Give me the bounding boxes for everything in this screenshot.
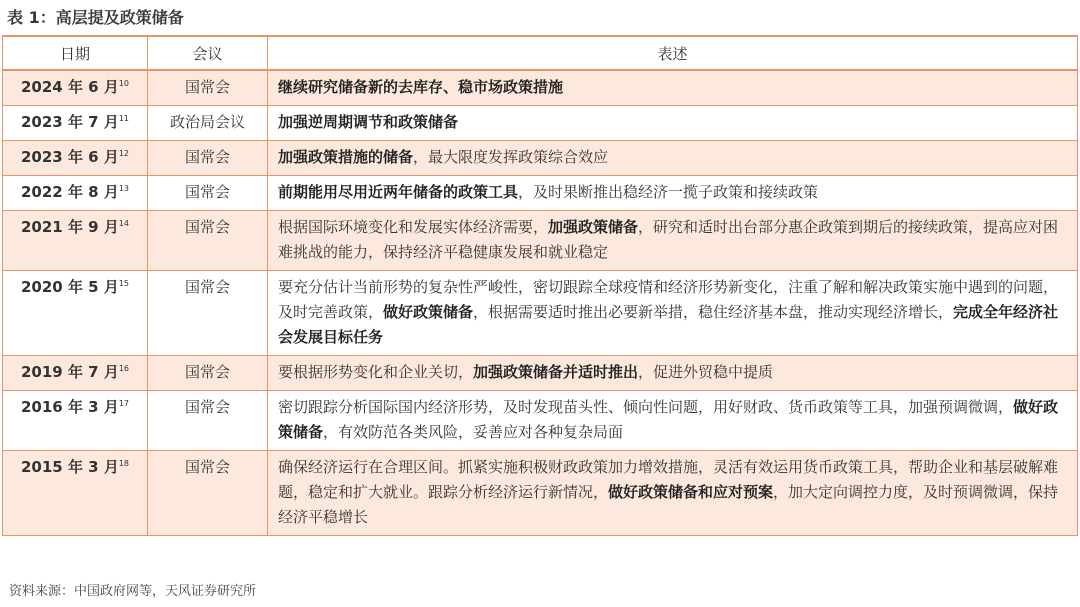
table-row xyxy=(3,70,1078,106)
row-date xyxy=(3,106,148,141)
footnote-ref: 17 xyxy=(118,399,130,408)
description-text: 密切跟踪分析国际国内经济形势，及时发现苗头性、倾向性问题，用好财政、货币政策等工具，加强预调微调， xyxy=(278,398,1014,416)
row-meeting: 国常会 xyxy=(148,271,268,356)
description-emphasis: 做好政策储备和应对预案 xyxy=(608,483,774,501)
description-text: ，促进外贸稳中提质 xyxy=(638,363,774,381)
date-text: 2016 年 3 月 xyxy=(20,398,119,416)
header-meeting: 会议 xyxy=(148,36,268,70)
row-description xyxy=(268,211,1078,271)
row-description xyxy=(268,391,1078,451)
description-text: 要充分估计当前形势的复杂性严峻性，密切跟踪全球疫情和经济形势新变化，注重了解和解决政策实施中遇到的问题，及时完善政策， xyxy=(278,278,1059,321)
description-text: ，及时果断推出稳经济一揽子政策和接续政策 xyxy=(518,183,819,201)
policy-table xyxy=(2,35,1078,536)
row-description xyxy=(268,356,1078,391)
description-emphasis: 做好政策储备 xyxy=(383,303,474,321)
row-meeting: 国常会 xyxy=(148,70,268,106)
date-text: 2023 年 7 月 xyxy=(20,113,119,131)
row-meeting: 国常会 xyxy=(148,141,268,176)
row-date xyxy=(3,356,148,391)
table-row xyxy=(3,106,1078,141)
date-text: 2022 年 8 月 xyxy=(20,183,119,201)
table-row xyxy=(3,176,1078,211)
description-text: 确保经济运行在合理区间。抓紧实施积极财政政策加力增效措施，灵活有效运用货币政策工具，帮助企业和基层破解难题，稳定和扩大就业。跟踪分析经济运行新情况， xyxy=(278,458,1059,501)
table-row xyxy=(3,451,1078,536)
table-body xyxy=(3,70,1078,536)
row-meeting: 国常会 xyxy=(148,391,268,451)
description-text: ，有效防范各类风险，妥善应对各种复杂局面 xyxy=(323,423,624,441)
footnote-ref: 15 xyxy=(118,279,130,288)
row-description xyxy=(268,271,1078,356)
table-row xyxy=(3,141,1078,176)
description-emphasis: 完成全年经济社会发展目标任务 xyxy=(278,303,1059,346)
header-description: 表述 xyxy=(268,36,1078,70)
footnote-ref: 13 xyxy=(118,184,130,193)
table-row xyxy=(3,211,1078,271)
footnote-ref: 18 xyxy=(118,459,130,468)
table-row xyxy=(3,271,1078,356)
date-text: 2021 年 9 月 xyxy=(20,218,119,236)
footnote-ref: 10 xyxy=(118,79,130,88)
row-description xyxy=(268,106,1078,141)
date-text: 2015 年 3 月 xyxy=(20,458,119,476)
description-emphasis: 前期能用尽用近两年储备的政策工具 xyxy=(278,183,519,201)
description-text: ，研究和适时出台部分惠企政策到期后的接续政策，提高应对困难挑战的能力，保持经济平稳健康发展和就业稳定 xyxy=(278,218,1059,261)
header-date: 日期 xyxy=(3,36,148,70)
footnote-ref: 12 xyxy=(118,149,130,158)
row-description xyxy=(268,70,1078,106)
description-emphasis: 加强政策措施的储备 xyxy=(278,148,414,166)
description-text: 要根据形势变化和企业关切， xyxy=(278,363,474,381)
row-description xyxy=(268,176,1078,211)
row-date xyxy=(3,70,148,106)
source-note: 资料来源：中国政府网等，天风证券研究所 xyxy=(9,584,257,599)
row-meeting: 国常会 xyxy=(148,211,268,271)
row-meeting: 政治局会议 xyxy=(148,106,268,141)
footnote-ref: 11 xyxy=(118,114,130,123)
description-emphasis: 做好政策储备 xyxy=(278,398,1059,441)
date-text: 2019 年 7 月 xyxy=(20,363,119,381)
table-row xyxy=(3,391,1078,451)
row-date xyxy=(3,211,148,271)
description-text: ，最大限度发挥政策综合效应 xyxy=(413,148,609,166)
description-text: 根据国际环境变化和发展实体经济需要， xyxy=(278,218,549,236)
row-description xyxy=(268,141,1078,176)
row-date xyxy=(3,141,148,176)
footnote-ref: 14 xyxy=(118,219,130,228)
description-emphasis: 加强政策储备 xyxy=(548,218,639,236)
description-text: ，加大定向调控力度，及时预调微调，保持经济平稳增长 xyxy=(278,483,1059,526)
description-emphasis: 加强政策储备并适时推出 xyxy=(473,363,639,381)
description-emphasis: 继续研究储备新的去库存、稳市场政策措施 xyxy=(278,78,564,96)
description-emphasis: 加强逆周期调节和政策储备 xyxy=(278,113,459,131)
date-text: 2023 年 6 月 xyxy=(20,148,119,166)
row-date xyxy=(3,391,148,451)
row-date xyxy=(3,271,148,356)
row-meeting: 国常会 xyxy=(148,356,268,391)
row-meeting: 国常会 xyxy=(148,451,268,536)
date-text: 2024 年 6 月 xyxy=(20,78,119,96)
description-text: ，根据需要适时推出必要新举措，稳住经济基本盘，推动实现经济增长， xyxy=(473,303,954,321)
row-meeting: 国常会 xyxy=(148,176,268,211)
table-header-row xyxy=(3,36,1078,70)
date-text: 2020 年 5 月 xyxy=(20,278,119,296)
row-date xyxy=(3,451,148,536)
table-title: 表 1：高层提及政策储备 xyxy=(7,8,184,27)
row-date xyxy=(3,176,148,211)
row-description xyxy=(268,451,1078,536)
footnote-ref: 16 xyxy=(118,364,130,373)
table-row xyxy=(3,356,1078,391)
